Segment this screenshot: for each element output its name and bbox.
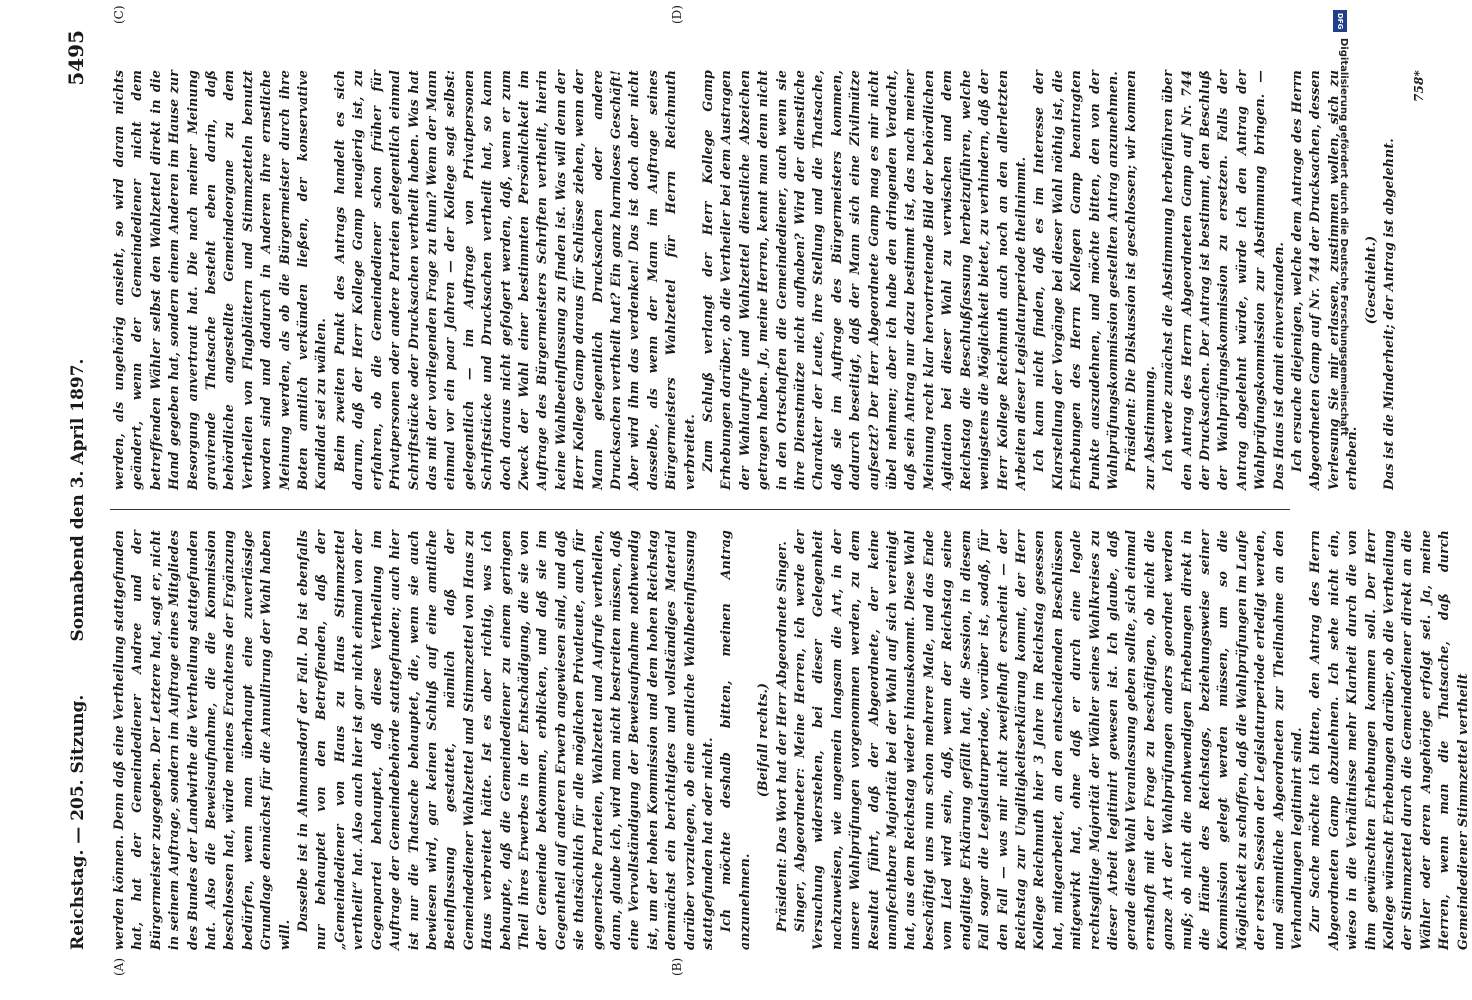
paragraph: Zum Schluß verlangt der Herr Kollege Gamp Erhebungen darüber, ob die Vertheiler bei dem Austragen der Wahlaufrufe und Wahlzettel dienstliche Abzeichen getragen haben. Ja, meine Herren, kennt man denn nicht in den Ortschaften die Gemeindediener, auch wenn sie ihre Dienstmütze nicht aufhaben? Wird der dienstliche Charakter der Leute, ihre Stellung und die Thatsache, daß sie im Auftrage des Bürgermeisters kommen, dadurch beseitigt, daß der Mann sich eine Zivilmütze aufsetzt? Der Herr Abgeordnete Gamp mag es mir nicht übel nehmen; aber ich habe den dringenden Verdacht, daß sein Antrag nur dazu bestimmt ist, das nach meiner Meinung recht klar hervortretende Bild der behördlichen Agitation bei dieser Wahl zu verwischen und dem Reichstag die Beschlußfassung herbeizuführen, welche wenigstens die Möglichkeit bietet, zu verhindern, daß der Herr Kollege Reichmuth auch noch an den allerletzten Arbeiten dieser Legislaturperiode theilnimmt.	[700, 70, 1028, 490]
happens-note: (Geschieht.)	[1362, 235, 1378, 325]
president-speech: Präsident: Die Diskussion ist geschlossen; wir kommen zur Abstimmung.	[1123, 70, 1157, 490]
header-left: Reichstag. — 205. Sitzung.	[68, 694, 88, 950]
margin-marker-b: (B)	[670, 957, 684, 976]
paragraph: Ich ersuche diejenigen, welche dem Antrage des Herrn Abgeordneten Gamp auf Nr. 744 der Drucksachen, dessen Verlesung Sie mir erlassen, zustimmen wollen, sich zu erheben.	[1289, 70, 1360, 490]
applause-note: (Beifall rechts.)	[755, 682, 771, 798]
column-divider	[110, 509, 1290, 510]
paragraph: Ich kann nicht finden, daß es im Interesse der Klarstellung der Vorgänge bei dieser Wahl nöthig ist, die Erhebungen des Herrn Kollegen Gamp beantragten Punkte auszudehnen, und möchte bitten, den von der Wahlprüfungskommission gestellten Antrag anzunehmen.	[1031, 70, 1120, 490]
header-date: Sonnabend den 3. April 1897.	[68, 358, 88, 642]
dfg-logo-icon	[1333, 10, 1347, 32]
right-column	[110, 70, 1427, 490]
paragraph: Singer, Abgeordneter: Meine Herren, ich werde der Versuchung widerstehen, bei dieser Gelegenheit nachzuweisen, wie ungemein langsam die Art, in der unsere Wahlprüfungen vorgenommen werden, zu dem Resultat führt, daß der Abgeordnete, der keine unanfechtbare Majorität bei der Wahl auf sich vereinigt hat, aus dem Reichstag wieder hinauskommt. Diese Wahl beschäftigt uns nun schon mehrere Male, und das Ende vom Lied wird sein, daß, wenn der Reichstag seine endgiltige Erklärung gefällt hat, die Session, in diesem Fall sogar die Legislaturperiode, vorüber ist, sodaß, für den Fall — was mir nicht zweifelhaft erscheint — der Reichstag zur Ungiltigkeitserklärung kommt, der Herr Kollege Reichmuth hier 3 Jahre im Reichstag gesessen hat, mitgearbeitet, an den entscheidenden Beschlüssen mitgewirkt hat, ohne daß er durch eine legale rechtsgiltige Majorität der Wähler seines Wahlkreises zu dieser Arbeit legitimirt gewesen ist. Ich glaube, daß gerade diese Wahl Veranlassung geben sollte, sich einmal ernsthaft mit der Frage zu beschäftigen, ob nicht die ganze Art der Wahlprüfungen anders geordnet werden muß; ob nicht die nothwendigen Erhebungen direkt in die Hände des Reichstags, beziehungsweise seiner Kommission gelegt werden müssen, um so die Möglichkeit zu schaffen, daß die Wahlprüfungen im Laufe der ersten Session der Legislaturperiode erledigt werden, und sämmtliche Abgeordneten zur Theilnahme an den Verhandlungen legitimirt sind.	[792, 530, 1304, 950]
vote-result: Das ist die Minderheit; der Antrag ist abgelehnt.	[1381, 138, 1397, 490]
paragraph: werden können. Denn daß eine Vertheilung stattgefunden hat, hat der Gemeindediener Andree und der Bürgermeister zugegeben. Der Letztere hat, sagt er, nicht in seinem Auftrage, sondern im Auftrage eines Mitgliedes des Bundes der Landwirthe die Vertheilung stattgefunden hat. Also die Beweisaufnahme, die die Kommission beschlossen hat, würde meines Erachtens der Ergänzung bedürfen, wenn man überhaupt eine zuverlässige Grundlage dennächst für die Annullirung der Wahl haben will.	[111, 530, 292, 950]
dfg-logo-text: DFG	[1336, 12, 1344, 30]
paragraph: Ich werde zunächst die Abstimmung herbeiführen über den Antrag des Herrn Abgeordneten Gamp auf Nr. 744 der Drucksachen. Der Antrag ist bestimmt, den Beschluß der Wahlprüfungskommission zu ersetzen. Falls der Antrag abgelehnt würde, würde ich den Antrag der Wahlprüfungskommission zur Abstimmung bringen. — Das Haus ist damit einverstanden.	[1160, 70, 1286, 490]
paragraph: werden, als ungehörig ansieht, so wird daran nichts geändert, wenn der Gemeindediener nicht dem betreffenden Wähler selbst den Wahlzettel direkt in die Hand gegeben hat, sondern einem Anderen im Hause zur Besorgung anvertraut hat. Die nach meiner Meinung gravirende Thatsache besteht eben darin, daß behördliche angestellte Gemeindeorgane zu dem Vertheilen von Flugblättern und Stimmzetteln benutzt worden sind und dadurch in Anderen ihre ernstliche Meinung werden, als ob die Bürgermeister durch ihre Boten amtlich verkünden ließen, der konservative Kandidat sei zu wählen.	[111, 70, 329, 490]
margin-marker-d: (D)	[670, 5, 684, 24]
margin-marker-c: (C)	[112, 5, 126, 24]
margin-marker-a: (A)	[112, 957, 126, 976]
paragraph: Dasselbe ist in Ahmannsdorf der Fall. Da ist ebenfalls nur behauptet von den Betreffenden, daß der „Gemeindediener von Haus zu Haus Stimmzettel vertheilt“ hat. Also auch hier ist gar nicht einmal von der Gegenpartei behauptet, daß diese Vertheilung im Auftrage der Gemeindebehörde stattgefunden; auch hier ist nur die Thatsache behauptet, die, wenn sie auch bewiesen wird, gar keinen Schluß auf eine amtliche Beeinflussung gestattet, nämlich daß der Gemeindediener Wahlzettel und Stimmzettel von Haus zu Haus verbreitet hätte. Ist es aber richtig, was ich behaupte, daß die Gemeindediener zu einem geringen Theil ihres Erwerbes in der Entschädigung, die sie von der Gemeinde bekommen, erblicken, und daß sie im Gegentheil auf anderen Erwerb angewiesen sind, und daß sie thatsächlich für alle möglichen Privatleute, auch für gegnerische Parteien, Wahlzettel und Aufrufe vertheilen, dann, glaube ich, wird man nicht bestreiten müssen, daß eine Vervollständigung der Beweisaufnahme nothwendig ist, um der hohen Kommission und dem hohen Reichstag demnächst ein berichtigtes und vollständiges Material darüber vorzulegen, ob eine amtliche Wahlbeeinflussung stattgefunden hat oder nicht.	[295, 530, 715, 950]
rotated-content	[60, 5, 1470, 980]
page-number: 5495	[64, 30, 88, 86]
paragraph: Ich möchte deshalb bitten, meinen Antrag anzunehmen.	[718, 530, 752, 950]
paragraph: Zur Sache möchte ich bitten, den Antrag des Herrn Abgeordneten Gamp abzulehnen. Ich sehe nicht ein, wieso in die Verhältnisse mehr Klarheit durch die von ihm gewünschten Erhebungen kommen soll. Der Herr Kollege wünscht Erhebungen darüber, ob die Vertheilung der Stimmzettel durch die Gemeindediener direkt an die Wähler oder deren Angehörige erfolgt sei. Ja, meine Herren, wenn man die Thatsache, daß durch Gemeindediener Stimmzettel vertheilt	[1307, 530, 1470, 950]
credit-text: Digitalisierung gefördert durch die Deutsche Forschungsgemeinschaft	[1338, 38, 1349, 436]
digitization-credit	[1331, 8, 1349, 998]
page-signature: 758*	[1412, 70, 1427, 102]
president-speech: Präsident: Das Wort hat der Herr Abgeordnete Singer.	[773, 541, 789, 932]
paragraph: Beim zweiten Punkt des Antrags handelt es sich darum, daß der Herr Kollege Gamp neugierig ist, zu erfahren, ob die Gemeindediener schon früher für Privatpersonen oder andere Parteien gelegentlich einmal Schriftstücke oder Drucksachen vertheilt haben. Was hat das mit der vorliegenden Frage zu thun? Wenn der Mann einmal vor ein paar Jahren — der Kollege sagt selbst: gelegentlich — im Auftrage von Privatpersonen Schriftstücke und Drucksachen vertheilt hat, so kann doch daraus nicht gefolgert werden, daß, wenn er zum Zweck der Wahl einer bestimmten Persönlichkeit im Auftrage des Bürgermeisters Schriften vertheilt, hierin keine Wahlbeeinflussung zu finden ist. Was will denn der Herr Kollege Gamp daraus für Schlüsse ziehen, wenn der Mann gelegentlich Drucksachen oder andere Drucksachen vertheilt hat? Ein ganz harmloses Geschäft! Aber wird ihm das verdenken! Das ist doch aber nicht dasselbe, als wenn der Mann im Auftrage seines Bürgermeisters Wahlzettel für Herrn Reichmuth verbreitet.	[331, 70, 697, 490]
left-column	[110, 530, 1472, 950]
page-header	[60, 20, 100, 980]
